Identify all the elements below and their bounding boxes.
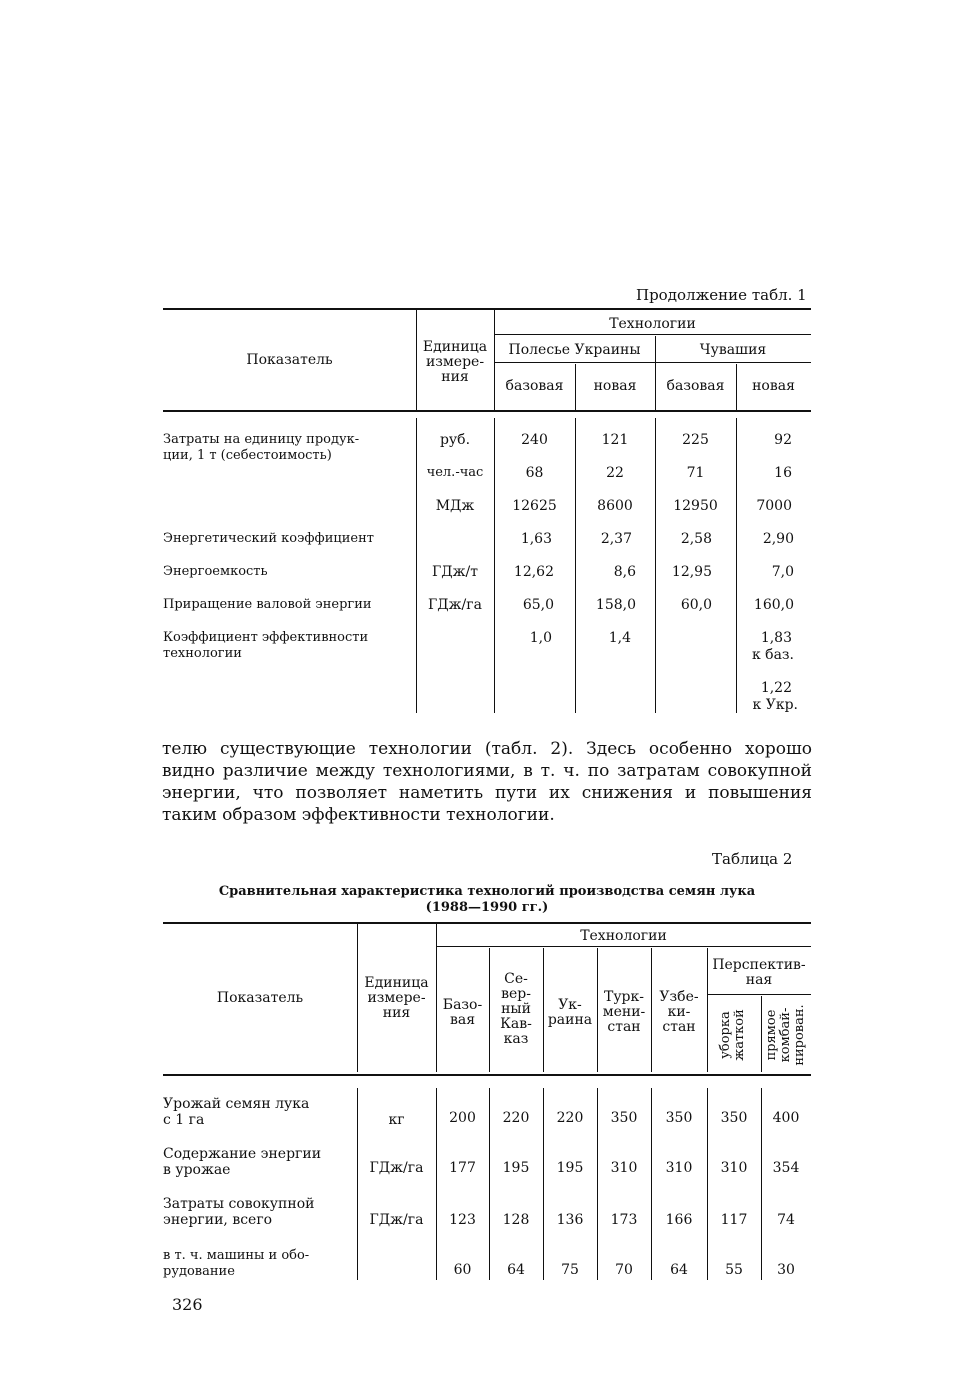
t1-header-region1: Полесье Украины <box>508 342 641 358</box>
t2-row4-v6: 55 <box>725 1262 743 1278</box>
t1-row5-v1: 12,62 <box>513 564 554 580</box>
t1-header-base1: базовая <box>505 378 564 394</box>
t1-row6-v1: 65,0 <box>522 597 554 613</box>
t2-header-persp-col2: прямое комбай- нирован. <box>764 1004 807 1066</box>
t1-header-new2: новая <box>752 378 795 394</box>
t1-row6-v2: 158,0 <box>595 597 636 613</box>
t1-rule-region <box>494 362 811 363</box>
t1-header-base2: базовая <box>666 378 725 394</box>
t2-row2-v3: 195 <box>556 1160 584 1176</box>
t2-row1-v7: 400 <box>772 1110 800 1126</box>
t1-row5-label: Энергоемкость <box>163 564 268 579</box>
t2-header-unit: Единица измере- ния <box>364 975 429 1021</box>
t1-row7-v2: 1,4 <box>608 630 631 646</box>
t1-row4-v4: 2,90 <box>762 531 794 547</box>
t2-row3-unit: ГДж/га <box>369 1212 424 1228</box>
t1-row1-v1: 240 <box>521 432 548 448</box>
t1-row6-label: Приращение валовой энергии <box>163 597 372 612</box>
t2-row2-v6: 310 <box>720 1160 748 1176</box>
t1-row1-v2: 121 <box>601 432 629 448</box>
t2-header-persp-col1: уборка жаткой <box>718 1009 747 1061</box>
t1-row2-v3: 71 <box>686 465 705 481</box>
table1-caption: Продолжение табл. 1 <box>636 286 807 304</box>
t1-row3-v3: 12950 <box>673 498 718 514</box>
t2-row2-v2: 195 <box>502 1160 530 1176</box>
t2-row1-v5: 350 <box>665 1110 693 1126</box>
t1-header-region2: Чувашия <box>699 342 767 358</box>
t2-header-col4: Турк- мени- стан <box>602 989 646 1035</box>
table1-top-rule <box>163 308 811 310</box>
t1-row2-unit: чел.-час <box>426 465 484 480</box>
t2-row4-v2: 64 <box>507 1262 525 1278</box>
t1-row1-v4: 92 <box>774 432 792 448</box>
t2-header-indicator: Показатель <box>216 990 304 1006</box>
t2-row3-v2: 128 <box>502 1212 530 1228</box>
t2-header-col2: Се- вер- ный Кав- каз <box>500 971 532 1047</box>
t2-row3-v5: 166 <box>665 1212 693 1228</box>
t2-row1-v1: 200 <box>449 1110 476 1126</box>
t2-row2-v5: 310 <box>665 1160 693 1176</box>
t1-row7-label: Коэффициент эффективности технологии <box>163 630 369 661</box>
t2-header-col5: Узбе- ки- стан <box>659 989 699 1035</box>
t1-row1-unit: руб. <box>439 432 471 448</box>
t2-header-bottom-rule <box>163 1074 811 1076</box>
t1-row5-v3: 12,95 <box>671 564 712 580</box>
t2-row3-label: Затраты совокупной энергии, всего <box>163 1196 315 1228</box>
t2-row2-unit: ГДж/га <box>369 1160 424 1176</box>
t1-row4-v3: 2,58 <box>680 531 712 547</box>
table2-label: Таблица 2 <box>712 850 793 868</box>
t1-row7-v4: 1,83 <box>760 630 792 646</box>
t2-vline-c6 <box>761 996 762 1072</box>
t2-row4-v1: 60 <box>453 1262 472 1278</box>
t1-row3-v2: 8600 <box>597 498 633 514</box>
t2-row2-v4: 310 <box>610 1160 638 1176</box>
t2-row4-v7: 30 <box>777 1262 795 1278</box>
t2-row2-v7: 354 <box>772 1160 800 1176</box>
t2-header-perspective: Перспектив- ная <box>712 957 806 988</box>
t1-row2-v1: 68 <box>525 465 544 481</box>
t2-row4-label: в т. ч. машины и обо- рудование <box>163 1248 310 1279</box>
t2-row3-v1: 123 <box>449 1212 476 1228</box>
t1-row5-v2: 8,6 <box>613 564 636 580</box>
t2-row4-v5: 64 <box>670 1262 688 1278</box>
t1-row1-v3: 225 <box>682 432 709 448</box>
t1-header-bottom-rule <box>163 410 811 412</box>
t2-row3-v3: 136 <box>556 1212 584 1228</box>
t1-row3-v4: 7000 <box>756 498 792 514</box>
t2-row2-label: Содержание энергии в урожае <box>163 1146 322 1178</box>
page-number: 326 <box>172 1295 203 1314</box>
t2-row1-v3: 220 <box>556 1110 584 1126</box>
t1-row1-label: Затраты на единицу продук- ции, 1 т (себестоимость) <box>163 432 360 463</box>
t2-row1-v2: 220 <box>502 1110 530 1126</box>
t1-row3-unit: МДж <box>435 498 475 514</box>
t1-header-technologies: Технологии <box>609 316 696 332</box>
t1-row6-v3: 60,0 <box>680 597 712 613</box>
t1-row6-v4: 160,0 <box>753 597 794 613</box>
t1-row2-v4: 16 <box>774 465 792 481</box>
t1-note-kukr: к Укр. <box>752 697 798 713</box>
t1-row5-v4: 7,0 <box>771 564 794 580</box>
t1-header-unit: Единица измере- ния <box>422 339 488 385</box>
t2-header-col1: Базо- вая <box>442 997 483 1028</box>
t1-header-new1: новая <box>593 378 637 394</box>
t1-extra-value: 1,22 <box>760 680 792 696</box>
t2-row1-label: Урожай семян лука с 1 га <box>163 1096 310 1128</box>
t1-row4-v1: 1,63 <box>520 531 552 547</box>
table2-title: Сравнительная характеристика технологий производства семян лука <box>218 884 756 899</box>
t2-top-rule <box>163 922 811 924</box>
t1-row4-label: Энергетический коэффициент <box>163 531 374 546</box>
t2-row1-unit: кг <box>388 1112 405 1128</box>
t2-row3-v4: 173 <box>610 1212 638 1228</box>
t2-header-col3: Ук- раина <box>547 997 593 1028</box>
t1-rule-tech <box>494 334 811 335</box>
t2-row3-v6: 117 <box>720 1212 748 1228</box>
t2-row4-v4: 70 <box>615 1262 633 1278</box>
t1-note-kbaz: к баз. <box>751 647 794 663</box>
t2-rule-persp <box>707 994 811 995</box>
t1-row7-v1: 1,0 <box>529 630 552 646</box>
t2-row4-v3: 75 <box>561 1262 579 1278</box>
t2-row2-v1: 177 <box>449 1160 476 1176</box>
t2-rule-tech <box>436 946 811 947</box>
t2-header-technologies: Технологии <box>580 928 667 944</box>
table2-subtitle: (1988—1990 гг.) <box>425 900 549 915</box>
body-paragraph: телю существующие технологии (табл. 2). Здесь особенно хорошо видно различие между технологиями, в т. ч. по затратам совокупной энергии, что позволяет наметить пути их снижения и повышения таким образом эффективности технологии. <box>162 739 812 825</box>
t2-row1-v4: 350 <box>610 1110 638 1126</box>
t1-row6-unit: ГДж/га <box>428 597 482 613</box>
t1-row5-unit: ГДж/т <box>432 564 478 580</box>
t2-row3-v7: 74 <box>777 1212 795 1228</box>
t1-header-indicator: Показатель <box>246 352 333 368</box>
t1-row4-v2: 2,37 <box>600 531 632 547</box>
t1-row2-v2: 22 <box>606 465 624 481</box>
t1-row3-v1: 12625 <box>512 498 557 514</box>
t2-row1-v6: 350 <box>720 1110 748 1126</box>
